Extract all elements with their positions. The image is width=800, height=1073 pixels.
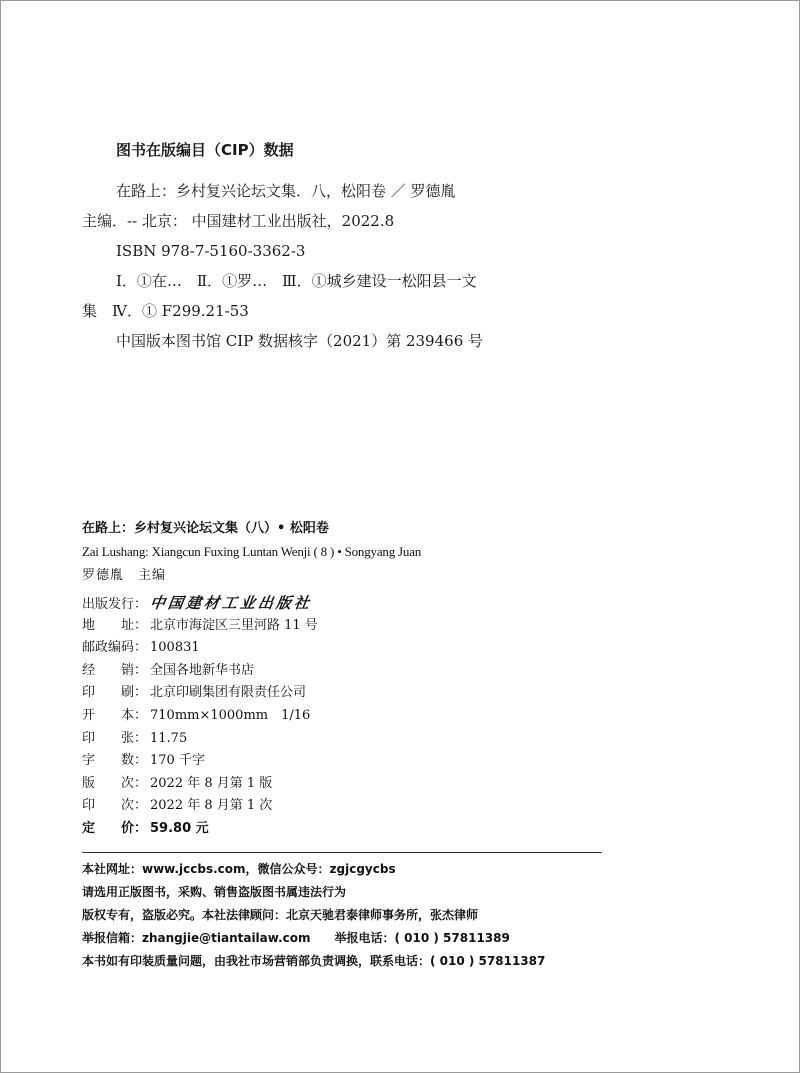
detail-value: 11.75: [150, 730, 188, 746]
detail-label: 地 址：: [82, 617, 148, 633]
cip-line-publisher: 主编．-- 北京： 中国建材工业出版社，2022.8: [82, 212, 395, 230]
book-title-cn: 在路上：乡村复兴论坛文集（八）• 松阳卷: [82, 521, 329, 536]
cip-line-isbn: ISBN 978-7-5160-3362-3: [116, 242, 306, 260]
footer-copyright: 版权专有，盗版必究。本社法律顾问：北京天驰君泰律师事务所，张杰律师: [82, 908, 479, 922]
detail-label: 字 数：: [82, 753, 148, 769]
detail-label: 版 次：: [82, 775, 148, 791]
detail-row-distributor: [82, 660, 622, 683]
detail-value: 170 千字: [150, 753, 205, 769]
cip-line-subjects: Ⅰ．①在… Ⅱ．①罗… Ⅲ．①城乡建设一松阳县一文: [116, 272, 477, 290]
detail-row-printing: [82, 795, 622, 818]
publication-details: [82, 592, 622, 841]
footer-piracy-notice: 请选用正版图书，采购、销售盗版图书属违法行为: [82, 885, 347, 899]
detail-value: 100831: [150, 640, 200, 656]
detail-label: 开 本：: [82, 707, 148, 723]
detail-label: 印 刷：: [82, 685, 148, 701]
price-label: 定 价：: [82, 820, 148, 836]
footer-website: 本社网址：www.jccbs.com，微信公众号：zgjcgycbs: [82, 862, 396, 876]
cip-line-title: 在路上：乡村复兴论坛文集．八，松阳卷 ／ 罗德胤: [116, 182, 456, 200]
detail-row-printer: [82, 682, 622, 705]
publisher-logo: 中国建材工业出版社: [148, 594, 314, 612]
detail-value: 2022 年 8 月第 1 版: [150, 775, 273, 791]
divider-line: [82, 852, 602, 853]
detail-label: 经 销：: [82, 662, 148, 678]
detail-value: 710mm×1000mm 1/16: [150, 707, 311, 723]
cip-line-record-number: 中国版本图书馆 CIP 数据核字（2021）第 239466 号: [116, 332, 484, 350]
detail-label: 印 次：: [82, 798, 148, 814]
detail-label: 邮政编码：: [82, 640, 148, 656]
publisher-label: 出版发行：: [82, 597, 148, 612]
cip-line-classification: 集 Ⅳ．① F299.21-53: [82, 302, 249, 320]
detail-row-format: [82, 705, 622, 728]
cip-heading: 图书在版编目（CIP）数据: [116, 141, 294, 159]
book-editor: 罗德胤 主编: [82, 568, 167, 583]
detail-value: 全国各地新华书店: [150, 662, 255, 678]
detail-row-price: [82, 818, 622, 841]
detail-row-postcode: [82, 637, 622, 660]
detail-value: 北京印刷集团有限责任公司: [150, 685, 307, 701]
cip-block: [82, 176, 522, 356]
footer-report-contact: 举报信箱：zhangjie@tiantailaw.com 举报电话：( 010 ) 57811389: [82, 931, 510, 945]
publication-info: [82, 518, 622, 841]
detail-row-edition: [82, 773, 622, 796]
detail-row-word-count: [82, 750, 622, 773]
footer-quality-contact: 本书如有印装质量问题，由我社市场营销部负责调换，联系电话：( 010 ) 57811387: [82, 954, 546, 968]
publisher-row: [82, 592, 622, 615]
footer-notes: [82, 858, 642, 973]
detail-label: 印 张：: [82, 730, 148, 746]
price-value: 59.80 元: [150, 820, 209, 836]
detail-value: 2022 年 8 月第 1 次: [150, 798, 273, 814]
detail-value: 北京市海淀区三里河路 11 号: [150, 617, 318, 633]
detail-row-address: [82, 615, 622, 638]
detail-row-sheets: [82, 728, 622, 751]
book-title-en: Zai Lushang: Xiangcun Fuxing Luntan Wenji ( 8 ) • Songyang Juan: [82, 544, 422, 559]
